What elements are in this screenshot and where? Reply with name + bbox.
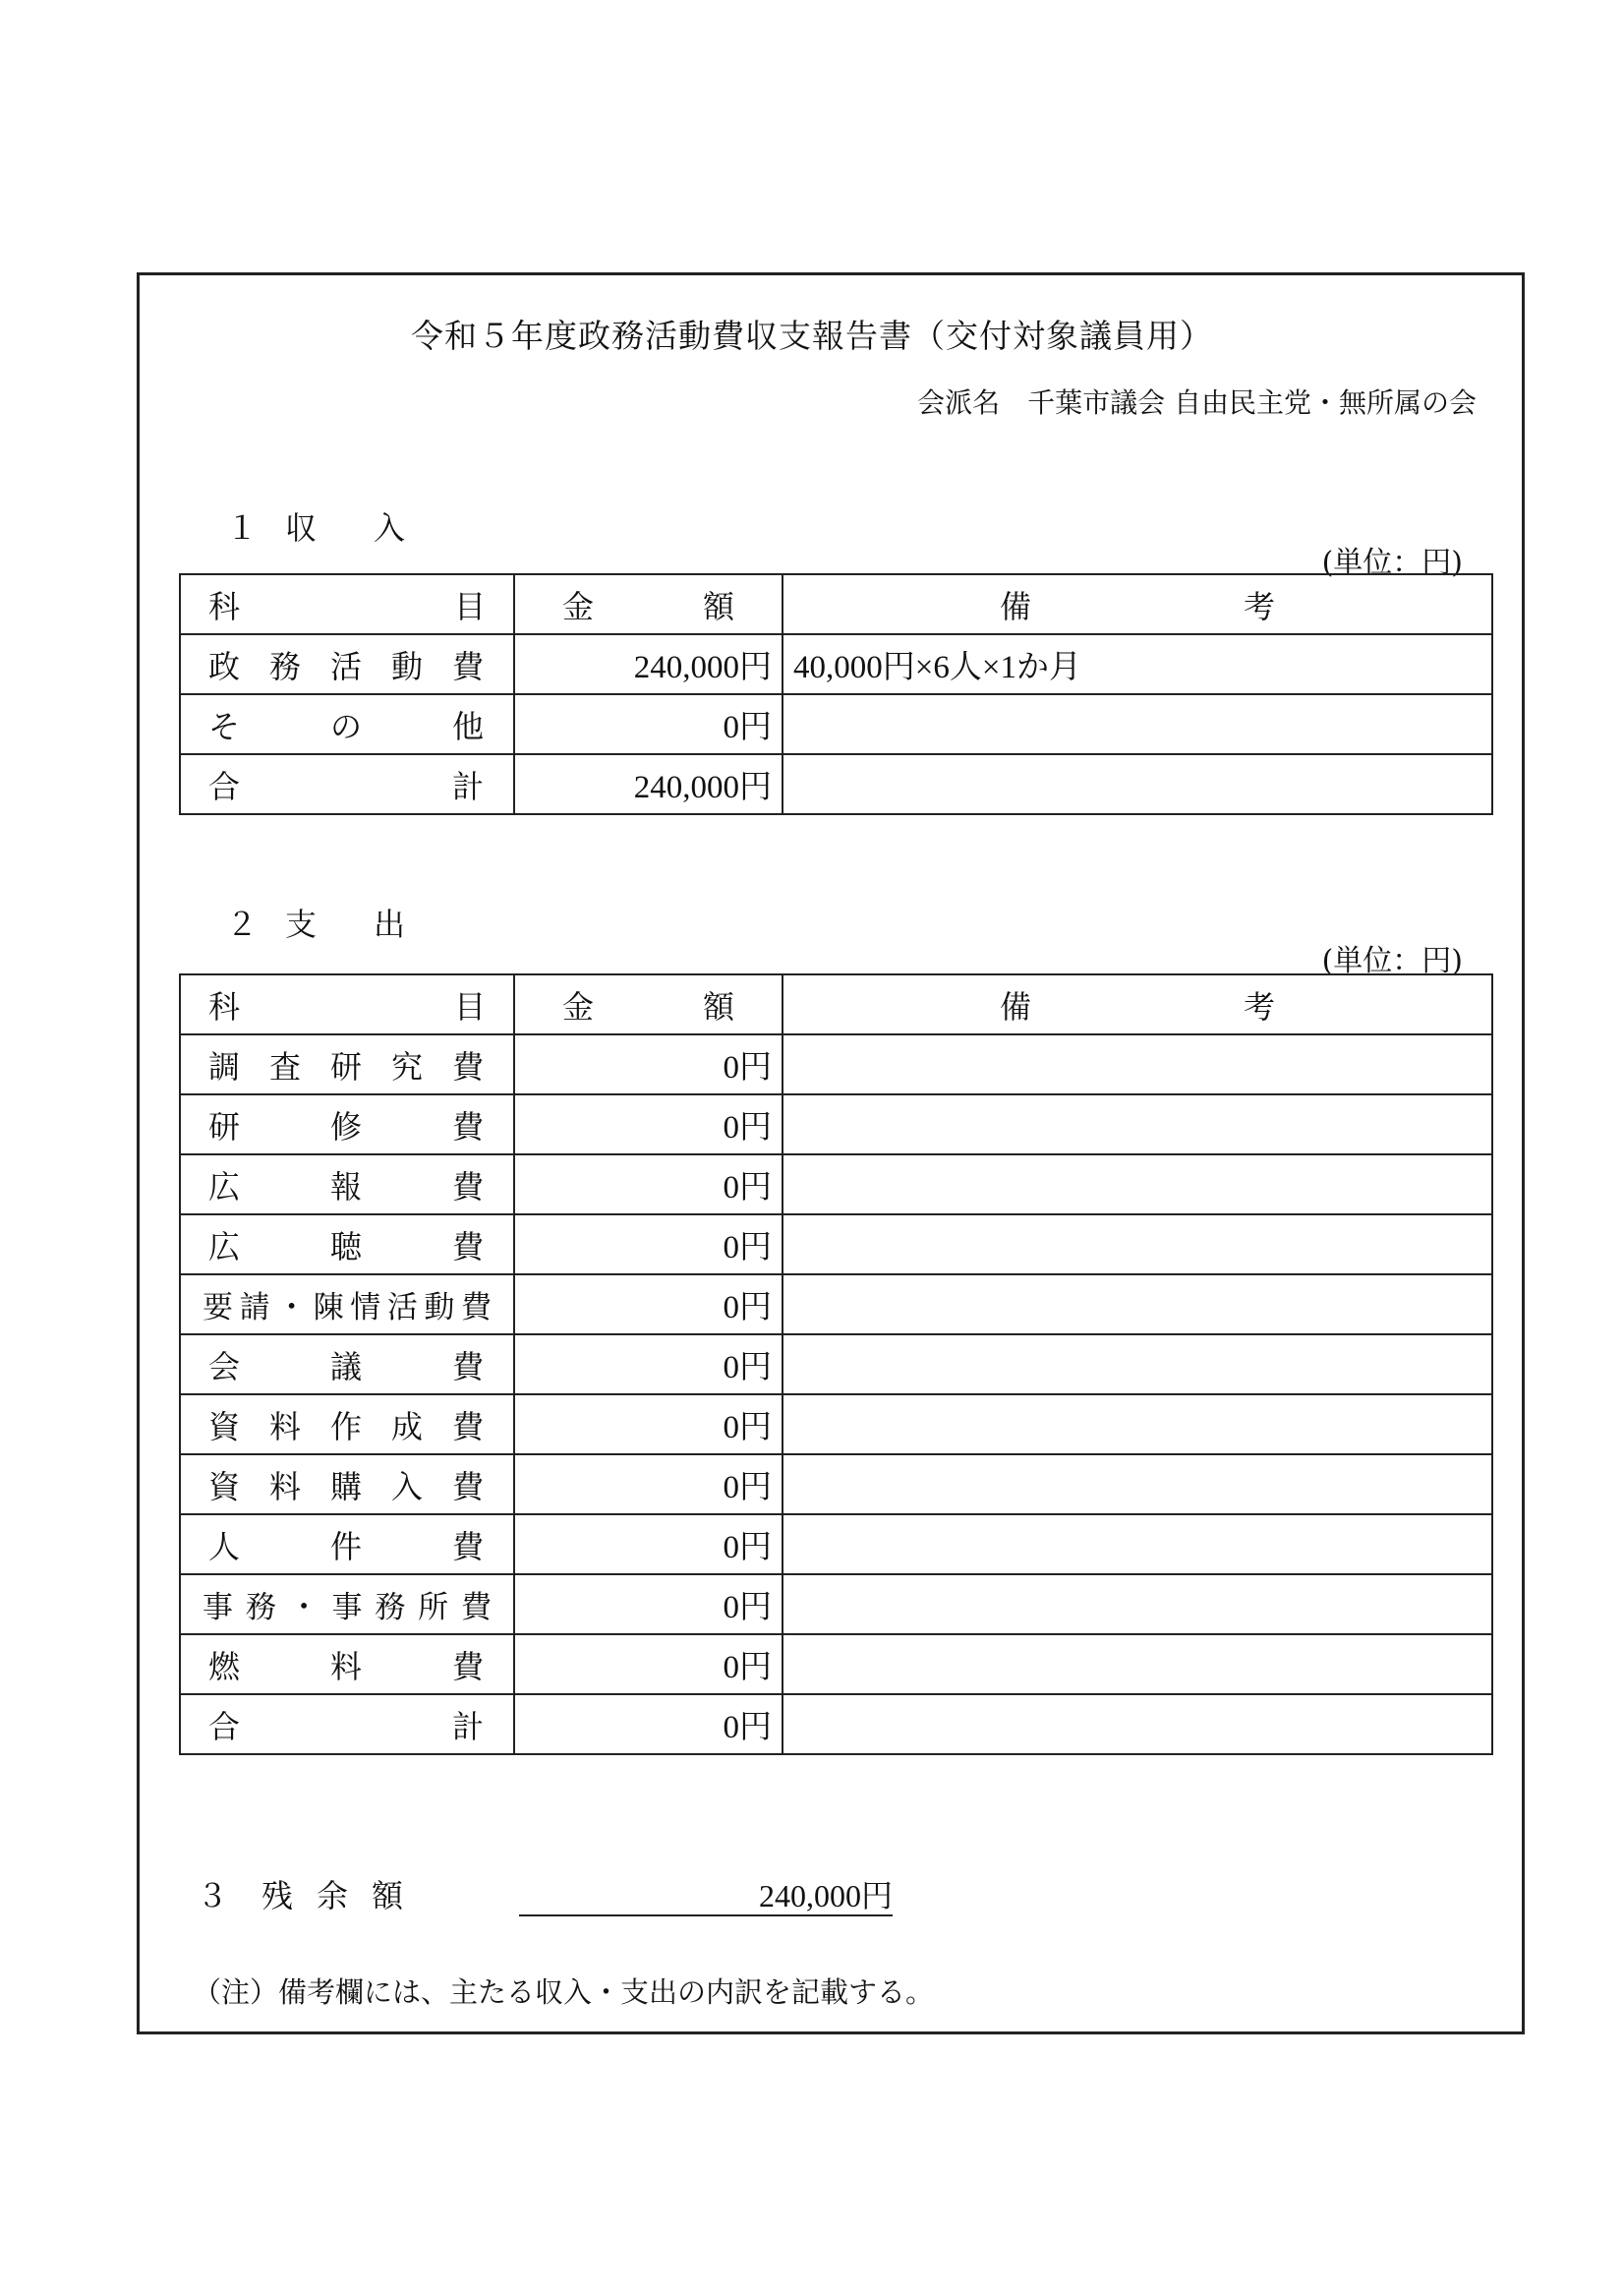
remaining-label: 残余額 [261,1877,428,1914]
faction-label: 会派名 [917,386,1001,419]
income-heading-char-1: 収 [285,509,319,547]
expense-row-item: 調査研究費 [180,1034,514,1094]
income-header-amount: 金額 [514,574,783,634]
remaining-amount: 240,000円 [758,1878,893,1913]
expense-header-note: 備考 [783,974,1492,1034]
remaining-heading [197,1871,427,1916]
expense-header-item: 科目 [180,974,514,1034]
expense-total-row [180,1694,1492,1754]
income-row-item: その他 [180,694,514,754]
expense-row [180,1034,1492,1094]
expense-heading [226,900,407,945]
expense-row-amount: 0円 [514,1574,783,1634]
expense-row-note [783,1034,1492,1094]
expense-row [180,1274,1492,1334]
income-number: １ [226,509,261,547]
expense-row-amount: 0円 [514,1094,783,1154]
expense-header-amount: 金額 [514,974,783,1034]
income-row-item: 政務活動費 [180,634,514,694]
income-table [179,573,1493,815]
expense-row [180,1514,1492,1574]
expense-table [179,973,1493,1755]
expense-row [180,1154,1492,1214]
expense-row-item: 要請・陳情活動費 [180,1274,514,1334]
expense-row-note [783,1694,1492,1754]
income-row-amount: 240,000円 [514,634,783,694]
expense-row-note [783,1334,1492,1394]
expense-row-amount: 0円 [514,1394,783,1454]
expense-row-item: 燃料費 [180,1634,514,1694]
expense-row-amount: 0円 [514,1154,783,1214]
income-header-row [180,574,1492,634]
expense-number: ２ [226,906,261,943]
faction-name: 千葉市議会 自由民主党・無所属の会 [1027,386,1477,419]
expense-row-note [783,1454,1492,1514]
expense-heading-char-1: 支 [285,906,319,943]
expense-row-amount: 0円 [514,1454,783,1514]
expense-row-amount: 0円 [514,1694,783,1754]
remaining-underline [519,1914,893,1916]
expense-row-amount: 0円 [514,1634,783,1694]
expense-row [180,1094,1492,1154]
income-total-row [180,754,1492,814]
expense-row-item: 資料購入費 [180,1454,514,1514]
expense-row [180,1454,1492,1514]
expense-row [180,1634,1492,1694]
expense-row-amount: 0円 [514,1334,783,1394]
income-header-note: 備考 [783,574,1492,634]
expense-row [180,1214,1492,1274]
expense-row-note [783,1634,1492,1694]
expense-row-note [783,1214,1492,1274]
income-row-amount: 0円 [514,694,783,754]
income-row-note [783,754,1492,814]
report-title: 令和５年度政務活動費収支報告書（交付対象議員用） [411,317,1213,355]
expense-row-amount: 0円 [514,1514,783,1574]
income-row-item: 合計 [180,754,514,814]
faction-line [917,382,1477,421]
income-heading [226,503,407,549]
expense-row [180,1574,1492,1634]
income-row-note [783,694,1492,754]
expense-row-item: 事務・事務所費 [180,1574,514,1634]
expense-row-note [783,1154,1492,1214]
expense-row-note [783,1574,1492,1634]
income-unit: (単位：円) [1321,546,1463,580]
income-row [180,634,1492,694]
expense-row [180,1394,1492,1454]
income-row-note: 40,000円×6人×1か月 [783,634,1492,694]
expense-row-note [783,1094,1492,1154]
expense-unit: (単位：円) [1321,944,1463,978]
expense-row-item: 人件費 [180,1514,514,1574]
expense-row-note [783,1514,1492,1574]
footnote: （注）備考欄には、主たる収入・支出の内訳を記載する。 [193,1975,935,2009]
expense-row-item: 資料作成費 [180,1394,514,1454]
expense-header-row [180,974,1492,1034]
income-row-amount: 240,000円 [514,754,783,814]
expense-row-note [783,1274,1492,1334]
expense-row-amount: 0円 [514,1034,783,1094]
expense-row-amount: 0円 [514,1214,783,1274]
expense-row-item: 会議費 [180,1334,514,1394]
expense-heading-char-2: 出 [374,906,408,943]
expense-row-note [783,1394,1492,1454]
expense-row [180,1334,1492,1394]
income-header-item: 科目 [180,574,514,634]
income-row [180,694,1492,754]
remaining-number: ３ [197,1877,231,1914]
expense-row-item: 合計 [180,1694,514,1754]
expense-row-item: 広報費 [180,1154,514,1214]
expense-row-item: 広聴費 [180,1214,514,1274]
expense-row-amount: 0円 [514,1274,783,1334]
income-heading-char-2: 入 [374,509,408,547]
expense-row-item: 研修費 [180,1094,514,1154]
